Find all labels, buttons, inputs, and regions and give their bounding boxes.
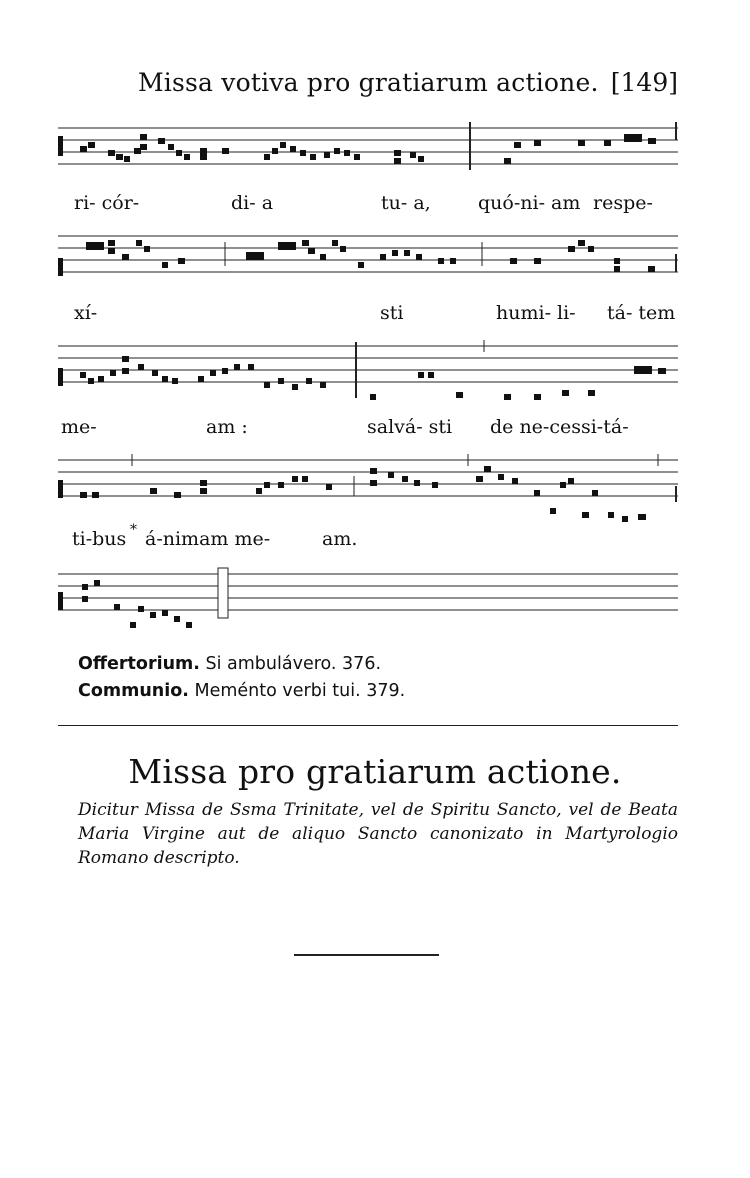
syllable: tu- a, [381,192,431,214]
lyrics-line-2 [0,302,750,326]
section-title: Missa pro gratiarum actione. [128,752,622,791]
staff-2-notation [58,228,678,284]
running-title: Missa votiva pro gratiarum actione. [138,68,599,97]
syllable: ti-bus [72,528,127,550]
chant-staff-2 [58,228,678,284]
syllable: de ne-cessi-tá- [490,416,629,438]
section-divider [58,725,678,726]
offertorium-reference [78,654,381,674]
rubric-text: Dicitur Missa de Ssma Trinitate, vel de Spiritu Sancto, vel de Beata Maria Virgine aut de aliquo Sancto canonizato in Martyrologio Romano descripto. [78,800,678,868]
chant-staff-3 [58,338,678,406]
chant-staff-5 [58,566,678,638]
syllable: ri- cór- [74,192,140,214]
syllable: salvá- sti [367,416,453,438]
lyrics-line-1 [0,192,750,216]
staff-3-notation [58,338,678,406]
syllable: am. [322,528,358,550]
staff-1-notation [58,118,678,182]
syllable: me- [61,416,97,438]
communio-reference [78,681,405,701]
proper-label: Offertorium. [78,654,200,674]
page-number: [149] [610,68,678,97]
syllable: quó-ni- am [478,192,581,214]
chant-staff-4 [58,452,678,530]
syllable: tá- tem [607,302,676,324]
proper-text: Meménto verbi tui. 379. [194,681,406,701]
staff-5-notation [58,566,678,638]
end-rule [294,954,439,956]
asterisk: * [130,522,137,538]
syllable: sti [380,302,404,324]
syllable: xí- [74,302,98,324]
lyrics-line-3 [0,416,750,440]
proper-text: Si ambulávero. 376. [205,654,382,674]
proper-label: Communio. [78,681,189,701]
staff-4-notation [58,452,678,530]
syllable: humi- li- [496,302,576,324]
syllable: di- a [231,192,274,214]
syllable: am : [206,416,248,438]
chant-staff-1 [58,118,678,182]
lyrics-line-4 [0,522,750,552]
syllable: respe- [593,192,653,214]
running-header [138,68,678,98]
syllable: á-nimam me- [145,528,271,550]
